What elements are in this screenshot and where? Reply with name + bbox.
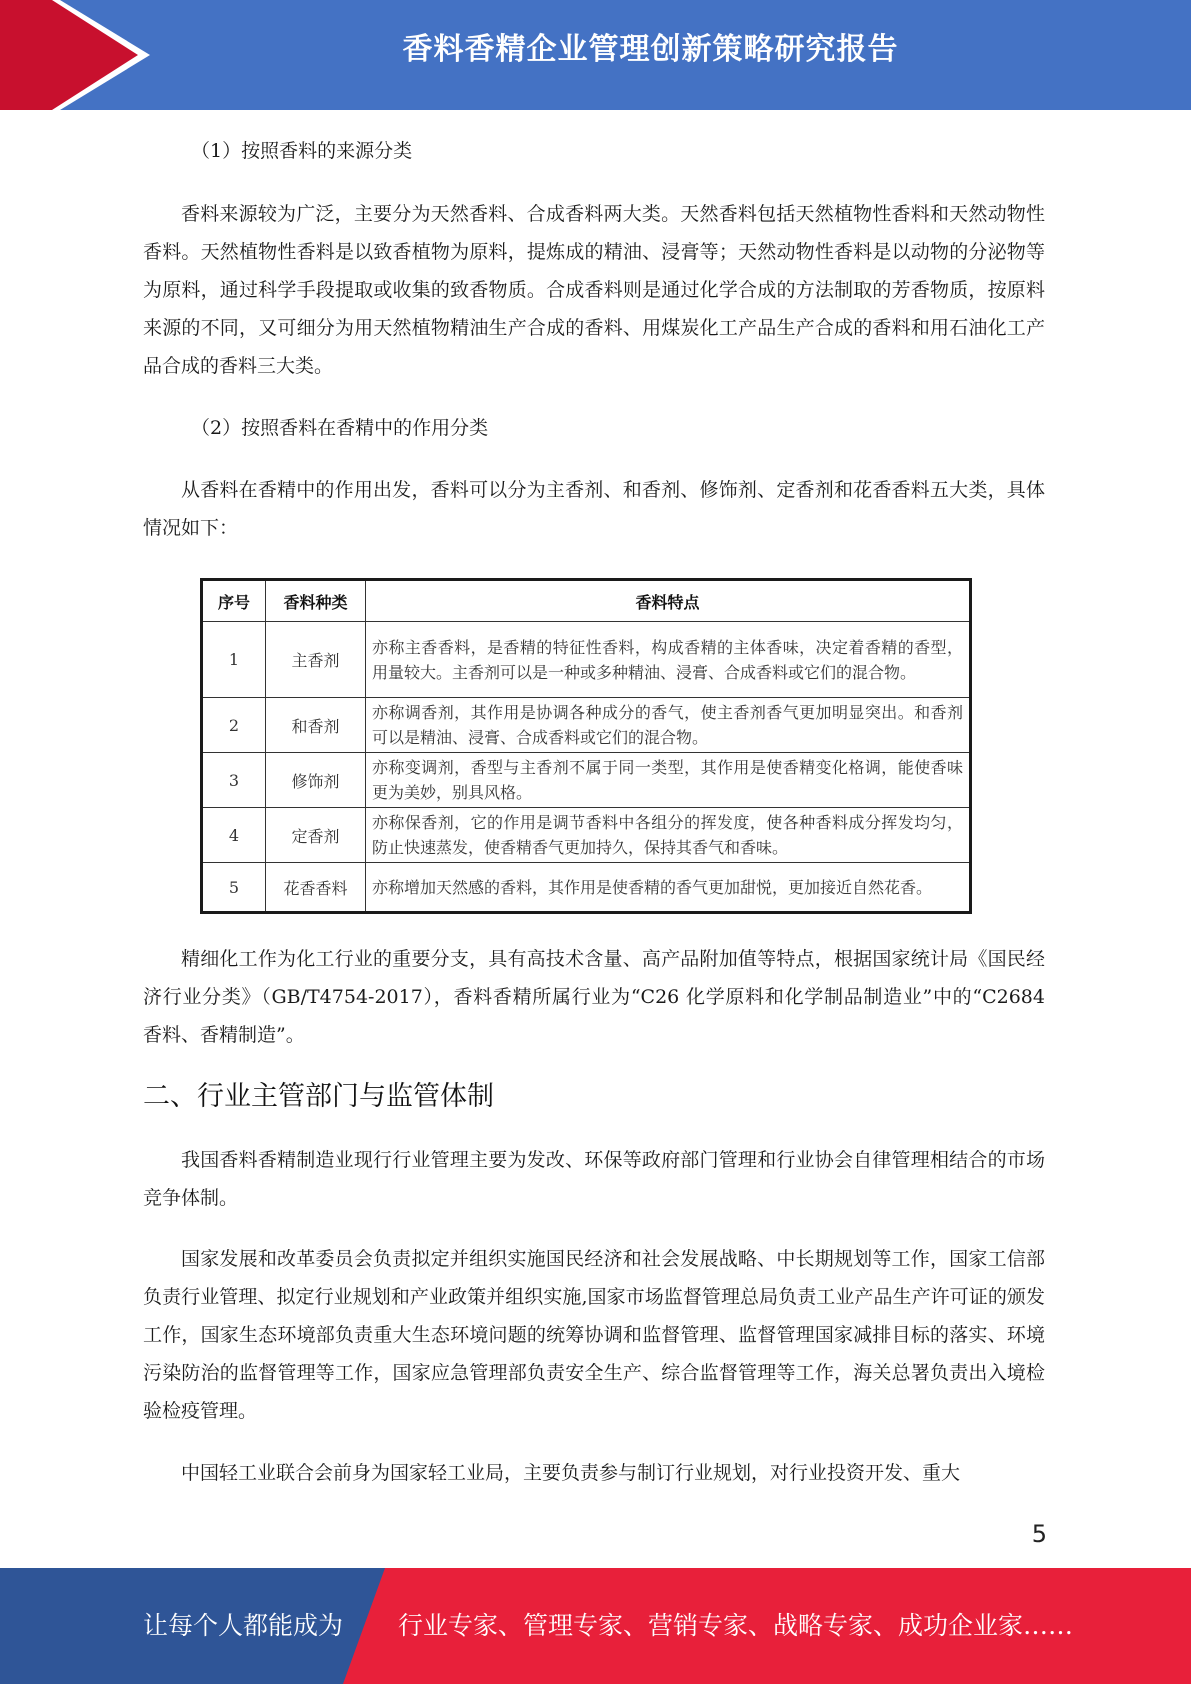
row-type: 修饰剂 — [266, 753, 366, 808]
page-header — [0, 0, 1191, 110]
footer-slogan-left: 让每个人都能成为 — [143, 1611, 344, 1640]
paragraph-function: 从香料在香精中的作用出发，香料可以分为主香剂、和香剂、修饰剂、定香剂和花香香料五大类，具体情况如下： — [143, 479, 1045, 539]
report-title: 香料香精企业管理创新策略研究报告 — [402, 32, 899, 67]
header-cell-type: 香料种类 — [266, 580, 366, 622]
section-heading: 二、行业主管部门与监管体制 — [143, 1081, 494, 1112]
paragraph-source: 香料来源较为广泛，主要分为天然香料、合成香料两大类。天然香料包括天然植物性香料和天然动物性香料。天然植物性香料是以致香植物为原料，提炼成的精油、浸膏等；天然动物性香料是以动物的分泌物等为原料，通过科学手段提取或收集的致香物质。合成香料则是通过化学合成的方法制取的芳香物质，按原料来源的不同，又可细分为用天然植物精油生产合成的香料、用煤炭化工产品生产合成的香料和用石油化工产品合成的香料三大类。 — [143, 203, 1045, 377]
table-row — [202, 808, 971, 863]
row-number: 1 — [202, 622, 266, 698]
row-description: 亦称增加天然感的香料，其作用是使香精的香气更加甜悦，更加接近自然花香。 — [366, 863, 971, 913]
row-type: 主香剂 — [266, 622, 366, 698]
table-row — [202, 622, 971, 698]
paragraph-industry-classification: 精细化工作为化工行业的重要分支，具有高技术含量、高产品附加值等特点，根据国家统计局《国民经济行业分类》（GB/T4754-2017），香料香精所属行业为“C26 化学原料和化学制品制造业”中的“C2684 香料、香精制造”。 — [143, 948, 1045, 1046]
table-row — [202, 863, 971, 913]
page-footer — [0, 1568, 1191, 1684]
row-description: 亦称主香香料，是香精的特征性香料，构成香精的主体香味，决定着香精的香型，用量较大。主香剂可以是一种或多种精油、浸膏、合成香料或它们的混合物。 — [366, 622, 971, 698]
row-number: 5 — [202, 863, 266, 913]
fragrance-types-table — [200, 578, 972, 914]
row-type: 和香剂 — [266, 698, 366, 753]
subheading-source-classification: （1）按照香料的来源分类 — [191, 140, 413, 162]
paragraph-government-departments: 国家发展和改革委员会负责拟定并组织实施国民经济和社会发展战略、中长期规划等工作，国家工信部负责行业管理、拟定行业规划和产业政策并组织实施,国家市场监督管理总局负责工业产品生产许可证的颁发工作，国家生态环境部负责重大生态环境问题的统筹协调和监督管理、监督管理国家减排目标的落实、环境污染防治的监督管理等工作，国家应急管理部负责安全生产、综合监督管理等工作，海关总署负责出入境检验检疫管理。 — [143, 1248, 1045, 1422]
row-type: 花香香料 — [266, 863, 366, 913]
paragraph-regulatory-system: 我国香料香精制造业现行行业管理主要为发改、环保等政府部门管理和行业协会自律管理相结合的市场竞争体制。 — [143, 1149, 1045, 1209]
footer-slogan-right: 行业专家、管理专家、营销专家、战略专家、成功企业家…… — [398, 1611, 1074, 1640]
table-header-row — [202, 580, 971, 622]
page-number: 5 — [1031, 1520, 1047, 1548]
table-row — [202, 753, 971, 808]
table-row — [202, 698, 971, 753]
row-description: 亦称调香剂，其作用是协调各种成分的香气，使主香剂香气更加明显突出。和香剂可以是精油、浸膏、合成香料或它们的混合物。 — [366, 698, 971, 753]
row-number: 2 — [202, 698, 266, 753]
row-number: 3 — [202, 753, 266, 808]
row-description: 亦称保香剂，它的作用是调节香料中各组分的挥发度，使各种香料成分挥发均匀，防止快速蒸发，使香精香气更加持久，保持其香气和香味。 — [366, 808, 971, 863]
row-type: 定香剂 — [266, 808, 366, 863]
paragraph-light-industry-federation: 中国轻工业联合会前身为国家轻工业局，主要负责参与制订行业规划，对行业投资开发、重大 — [181, 1462, 961, 1484]
subheading-function-classification: （2）按照香料在香精中的作用分类 — [191, 417, 489, 439]
row-description: 亦称变调剂，香型与主香剂不属于同一类型，其作用是使香精变化格调，能使香味更为美妙，别具风格。 — [366, 753, 971, 808]
header-cell-no: 序号 — [202, 580, 266, 622]
row-number: 4 — [202, 808, 266, 863]
header-cell-feature: 香料特点 — [366, 580, 971, 622]
